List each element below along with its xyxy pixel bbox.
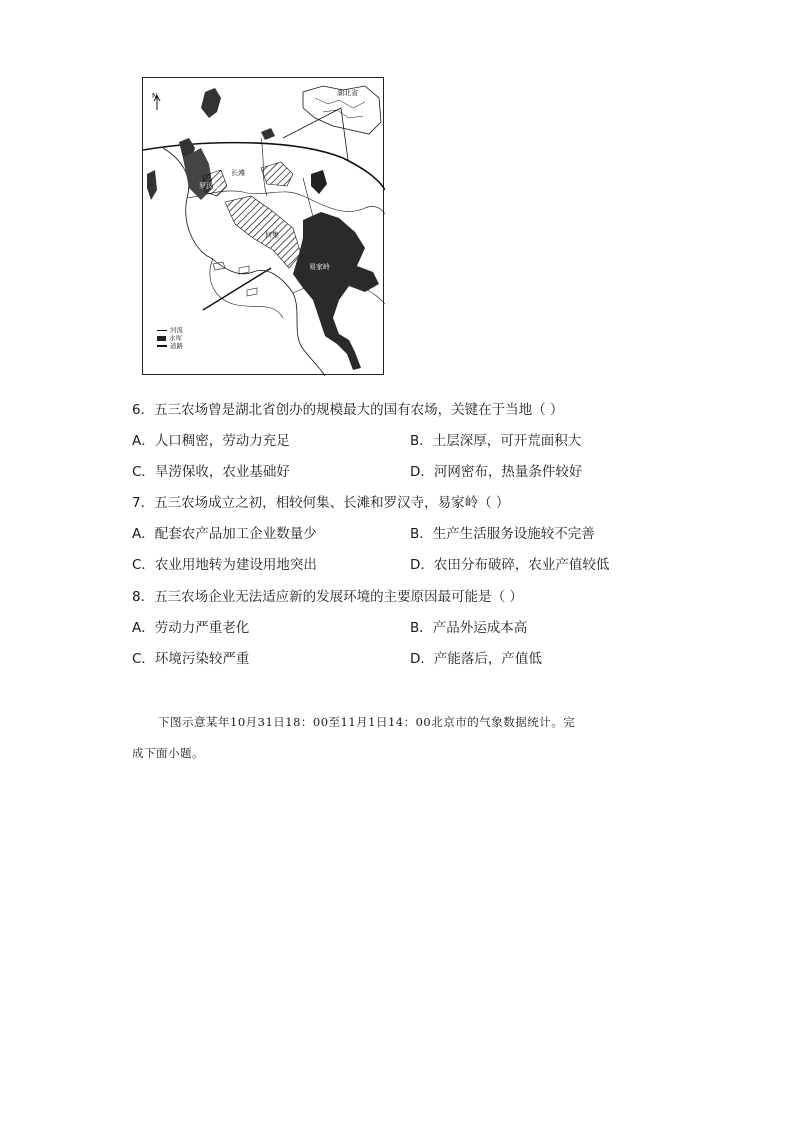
inset-province-label: 湖北省 bbox=[337, 89, 358, 97]
place-label-luohansi: 罗汉寺 bbox=[199, 182, 220, 190]
place-label-yijialing: 易家岭 bbox=[309, 263, 330, 271]
question-7-option-d[interactable]: D．农田分布破碎，农业产值较低 bbox=[410, 557, 610, 573]
yijialing-reservoir bbox=[293, 212, 379, 370]
question-6-option-b[interactable]: B．土层深厚，可开荒面积大 bbox=[410, 433, 582, 449]
map-figure bbox=[142, 77, 384, 375]
place-label-changtan: 长滩 bbox=[231, 169, 245, 177]
question-6-option-d[interactable]: D．河网密布，热量条件较好 bbox=[410, 464, 583, 480]
place-label-heji: 何集 bbox=[265, 231, 279, 239]
intro-line-2: 成下面小题。 bbox=[132, 746, 204, 760]
question-8-option-a[interactable]: A．劳动力严重老化 bbox=[132, 620, 250, 636]
legend-road: 道路 bbox=[157, 342, 183, 350]
question-7-stem: 7．五三农场成立之初，相较何集、长滩和罗汉寺，易家岭（ ） bbox=[132, 495, 510, 511]
question-6-stem: 6．五三农场曾是湖北省创办的规模最大的国有农场，关键在于当地（ ） bbox=[132, 402, 564, 418]
question-7-option-c[interactable]: C．农业用地转为建设用地突出 bbox=[132, 557, 317, 573]
question-6-option-a[interactable]: A．人口稠密，劳动力充足 bbox=[132, 433, 290, 449]
question-8-option-c[interactable]: C．环境污染较严重 bbox=[132, 651, 250, 667]
main-road bbox=[143, 143, 385, 190]
legend-reservoir: 水库 bbox=[157, 334, 183, 342]
map-legend bbox=[157, 326, 183, 350]
intro-line-1: 下图示意某年10月31日18：00至11月1日14：00北京市的气象数据统计。完 bbox=[158, 715, 576, 729]
question-8-option-d[interactable]: D．产能落后，产值低 bbox=[410, 651, 542, 667]
north-label: N bbox=[152, 92, 158, 100]
legend-river: 河流 bbox=[157, 326, 183, 334]
question-7-option-a[interactable]: A．配套农产品加工企业数量少 bbox=[132, 526, 317, 542]
question-8-stem: 8．五三农场企业无法适应新的发展环境的主要原因最可能是（ ） bbox=[132, 589, 523, 605]
question-8-option-b[interactable]: B．产品外运成本高 bbox=[410, 620, 528, 636]
question-7-option-b[interactable]: B．生产生活服务设施较不完善 bbox=[410, 526, 595, 542]
question-6-option-c[interactable]: C．旱涝保收，农业基础好 bbox=[132, 464, 290, 480]
